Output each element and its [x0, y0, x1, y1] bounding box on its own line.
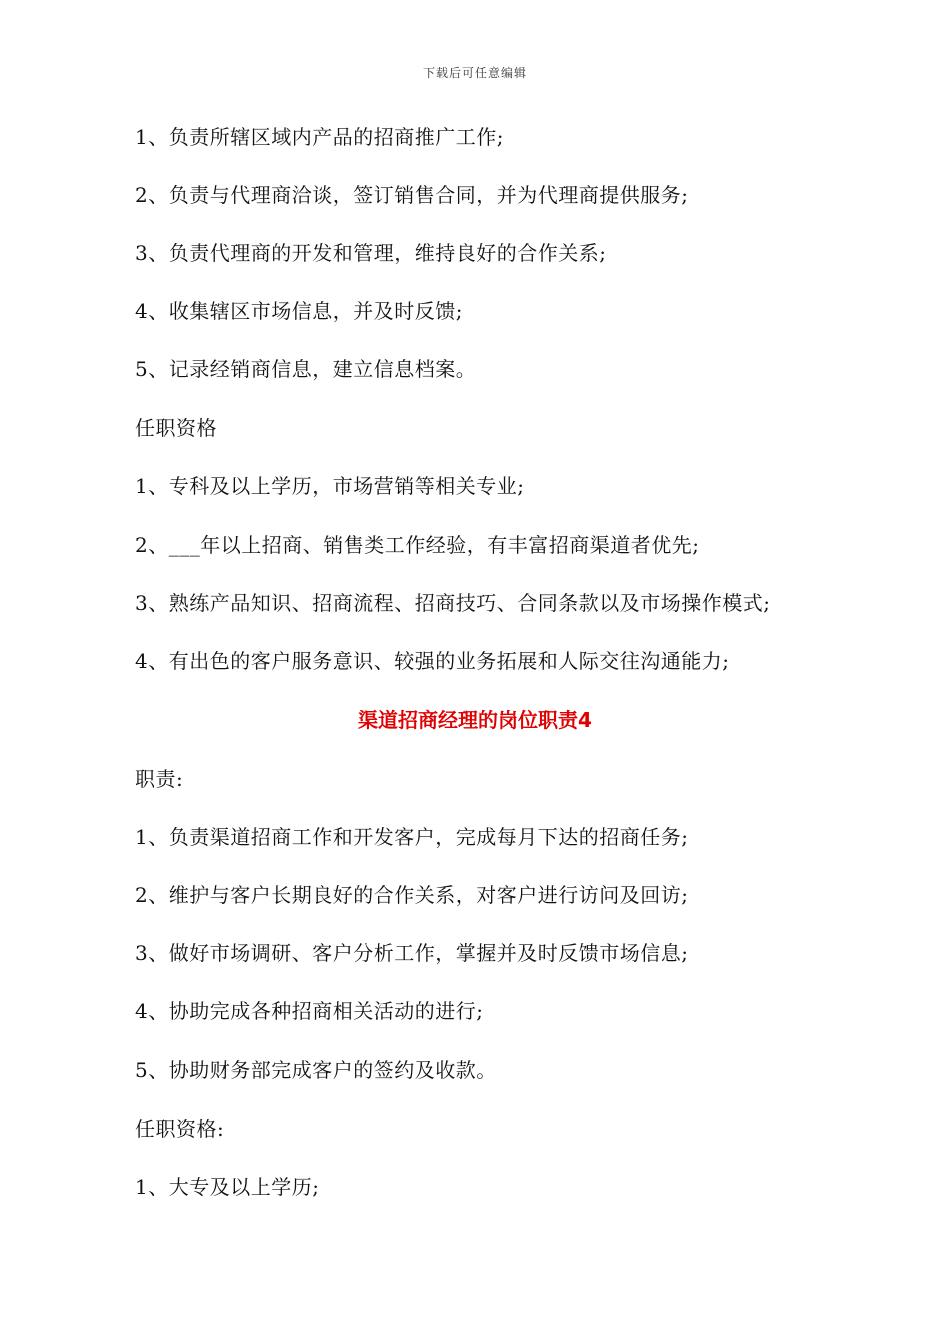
qualification-item-2: 2、___年以上招商、销售类工作经验，有丰富招商渠道者优先;	[135, 533, 700, 557]
qualification-item-4: 4、有出色的客户服务意识、较强的业务拓展和人际交往沟通能力;	[135, 649, 730, 673]
section-heading: 渠道招商经理的岗位职责4	[358, 708, 592, 732]
qualification-item-1: 1、专科及以上学历，市场营销等相关专业;	[135, 474, 525, 498]
qualification-title: 任职资格:	[135, 1117, 225, 1141]
qualification-title: 任职资格	[135, 416, 217, 440]
duty-item-1: 1、负责渠道招商工作和开发客户，完成每月下达的招商任务;	[135, 825, 689, 849]
duty-item-3: 3、做好市场调研、客户分析工作，掌握并及时反馈市场信息;	[135, 941, 689, 965]
duty-item-4: 4、协助完成各种招商相关活动的进行;	[135, 999, 484, 1023]
duty-title: 职责:	[135, 767, 184, 791]
duty-item-3: 3、负责代理商的开发和管理，维持良好的合作关系;	[135, 241, 607, 265]
qualification-item-1: 1、大专及以上学历;	[135, 1175, 320, 1199]
duty-item-5: 5、记录经销商信息，建立信息档案。	[135, 357, 477, 381]
duty-item-5: 5、协助财务部完成客户的签约及收款。	[135, 1058, 497, 1082]
duty-item-4: 4、收集辖区市场信息，并及时反馈;	[135, 299, 463, 323]
header-note: 下载后可任意编辑	[422, 66, 527, 80]
qualification-item-3: 3、熟练产品知识、招商流程、招商技巧、合同条款以及市场操作模式;	[135, 591, 771, 615]
duty-item-1: 1、负责所辖区域内产品的招商推广工作;	[135, 125, 504, 149]
duty-item-2: 2、维护与客户长期良好的合作关系，对客户进行访问及回访;	[135, 883, 689, 907]
duty-item-2: 2、负责与代理商洽谈，签订销售合同，并为代理商提供服务;	[135, 183, 689, 207]
